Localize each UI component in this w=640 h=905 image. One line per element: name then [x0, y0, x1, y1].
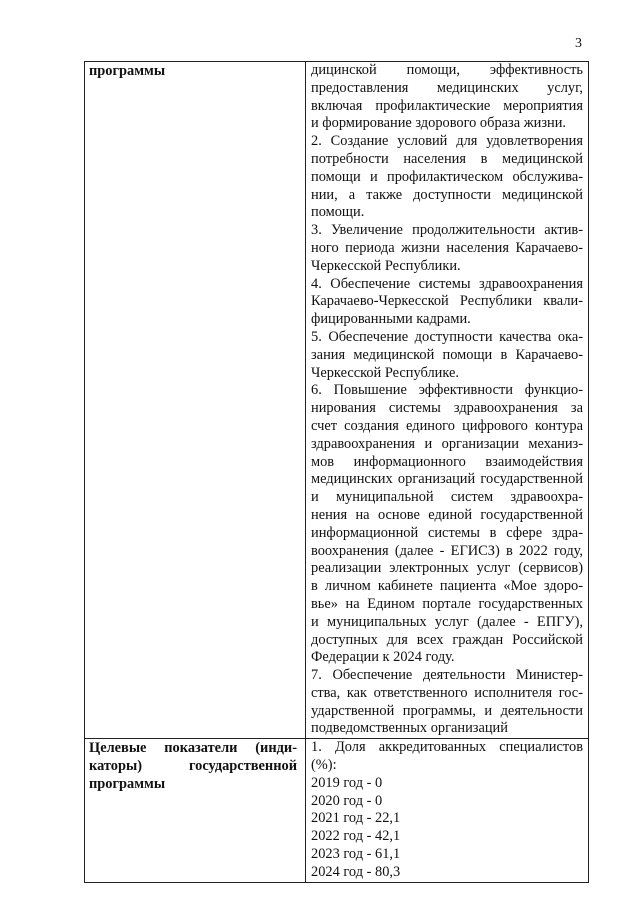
text-line: Черкесской Республике. [311, 364, 459, 381]
text-line: вье» на Едином портале государственных [311, 595, 583, 612]
page-number: 3 [575, 36, 582, 51]
table-row [85, 739, 589, 882]
text-line: и формирование здорового образа жизни. [311, 115, 567, 132]
text-line: 4. Обеспечение системы здравоохранения [311, 275, 583, 292]
text-line: 5. Обеспечение доступности качества ока- [311, 328, 583, 345]
row-label-line: Целевые показатели (инди- [89, 740, 297, 757]
text-line: помощи и профилактическом обслужива- [311, 168, 583, 185]
row-label: программы [89, 63, 166, 79]
row-content-cell [306, 62, 589, 739]
row-label-cell [85, 739, 306, 882]
row-content-cell [306, 739, 589, 882]
text-line: потребности населения в медицинской [311, 150, 583, 167]
text-line: нения на основе единой государственной [311, 506, 583, 523]
text-line: помощи. [311, 204, 365, 221]
text-line: 6. Повышение эффективности функцио- [311, 382, 583, 399]
indicator-year-value: 2019 год - 0 [311, 774, 383, 791]
row-label-line: программы [89, 775, 166, 792]
goal-paragraph [311, 382, 583, 667]
text-line: информационной системы в сфере здра- [311, 524, 583, 541]
text-line: 3. Увеличение продолжительности актив- [311, 222, 583, 239]
text-line: ства, как ответственного исполнителя гос- [311, 684, 583, 701]
table-row [85, 62, 589, 739]
indicator-year-value: 2024 год - 80,3 [311, 863, 401, 880]
text-line: реализации электронных услуг (сервисов) [311, 560, 583, 577]
goal-paragraph [311, 276, 583, 329]
text-line: нии, а также доступности медицинской [311, 186, 583, 203]
text-line: доступных для всех граждан Российской [311, 631, 583, 648]
text-line: и муниципальных услуг (далее - ЕПГУ), [311, 613, 583, 630]
goal-paragraph [311, 667, 583, 738]
text-line: счет создания единого цифрового контура [311, 417, 583, 434]
text-line: предоставления медицинских услуг, [311, 79, 583, 96]
text-line: нирования системы здравоохранения за [311, 400, 583, 417]
text-line: фицированными кадрами. [311, 311, 471, 328]
text-line: зания медицинской помощи в Карачаево- [311, 346, 583, 363]
row-label-line: каторы) государственной [89, 758, 297, 775]
program-passport-table [84, 61, 589, 883]
goal-paragraph [311, 62, 583, 133]
text-line: 7. Обеспечение деятельности Министер- [311, 667, 583, 684]
row-label-cell [85, 62, 306, 739]
indicator-year-value: 2021 год - 22,1 [311, 810, 401, 827]
goal-paragraph [311, 133, 583, 222]
text-line: ударственной программы, и деятельности [311, 702, 583, 719]
indicator-year-value: 2020 год - 0 [311, 792, 383, 809]
indicator-year-value: 2023 год - 61,1 [311, 846, 401, 863]
text-line: мов информационного взаимодействия [311, 453, 583, 470]
text-line: дицинской помощи, эффективность [311, 62, 583, 78]
goal-paragraph [311, 739, 583, 775]
text-line: воохранения (далее - ЕГИСЗ) в 2022 году, [311, 542, 583, 559]
text-line: Карачаево-Черкесской Республики квали- [311, 293, 583, 310]
text-line: Черкесской Республики. [311, 257, 461, 274]
text-line: ного периода жизни населения Карачаево- [311, 239, 583, 256]
text-line: 1. Доля аккредитованных специалистов [311, 739, 583, 756]
text-line: здравоохранения и организации механиз- [311, 435, 583, 452]
indicator-year-value: 2022 год - 42,1 [311, 828, 401, 845]
goal-paragraph [311, 329, 583, 382]
goal-paragraph [311, 222, 583, 275]
text-line: подведомственных организаций [311, 720, 508, 737]
text-line: (%): [311, 757, 337, 774]
text-line: в личном кабинете пациента «Мое здоро- [311, 578, 583, 595]
text-line: и муниципальной систем здравоохра- [311, 489, 583, 506]
text-line: Федерации к 2024 году. [311, 649, 455, 666]
text-line: медицинских организаций государственной [311, 471, 583, 488]
text-line: включая профилактические мероприятия [311, 97, 583, 114]
text-line: 2. Создание условий для удовлетворения [311, 133, 583, 150]
